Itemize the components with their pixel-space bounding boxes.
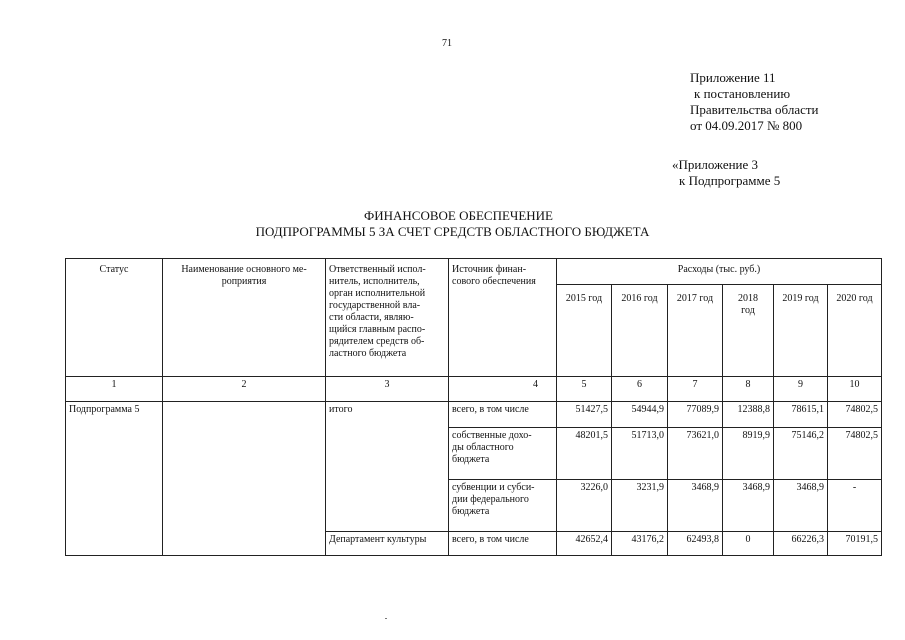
value-cell: 74802,5 <box>828 402 882 428</box>
source-cell: собственные дохо- ды областного бюджета <box>449 428 557 480</box>
value-cell: 73621,0 <box>668 428 723 480</box>
title-line: ФИНАНСОВОЕ ОБЕСПЕЧЕНИЕ <box>363 208 554 223</box>
quoted-appendix-line: к Подпрограмме 5 <box>679 173 781 188</box>
status-cell: Подпрограмма 5 <box>66 402 163 556</box>
appendix-line: от 04.09.2017 № 800 <box>690 118 803 133</box>
column-number: 9 <box>774 377 828 402</box>
header-year: 2019 год <box>774 285 828 377</box>
value-cell: 51713,0 <box>612 428 668 480</box>
column-number: 4 <box>449 377 557 402</box>
executor-cell: Департамент культуры <box>326 532 449 556</box>
value-cell: 75146,2 <box>774 428 828 480</box>
value-cell: 0 <box>723 532 774 556</box>
value-cell: 3468,9 <box>668 480 723 532</box>
executor-cell: итого <box>326 402 449 532</box>
title-line: ПОДПРОГРАММЫ 5 ЗА СЧЕТ СРЕДСТВ ОБЛАСТНОГО БЮДЖЕТА <box>255 224 650 239</box>
quoted-appendix-block <box>672 157 780 189</box>
document-title <box>0 208 905 240</box>
finance-table <box>65 258 882 556</box>
value-cell: 74802,5 <box>828 428 882 480</box>
column-number-row <box>66 377 882 402</box>
header-year: 2018 год <box>723 285 774 377</box>
header-year: 2016 год <box>612 285 668 377</box>
scan-speck <box>385 618 387 619</box>
appendix-line: к постановлению <box>694 86 791 101</box>
source-cell: субвенции и субси- дии федерального бюджета <box>449 480 557 532</box>
column-number: 2 <box>163 377 326 402</box>
value-cell: 8919,9 <box>723 428 774 480</box>
header-status: Статус <box>66 259 163 377</box>
value-cell: 3226,0 <box>557 480 612 532</box>
column-number: 6 <box>612 377 668 402</box>
value-cell: 70191,5 <box>828 532 882 556</box>
appendix-block <box>690 70 819 134</box>
header-expenses: Расходы (тыс. руб.) <box>557 259 882 285</box>
value-cell: 3468,9 <box>723 480 774 532</box>
header-year: 2015 год <box>557 285 612 377</box>
appendix-line: Приложение 11 <box>690 70 776 85</box>
value-cell: 62493,8 <box>668 532 723 556</box>
header-year: 2020 год <box>828 285 882 377</box>
value-cell: 66226,3 <box>774 532 828 556</box>
value-cell: 12388,8 <box>723 402 774 428</box>
value-cell: 78615,1 <box>774 402 828 428</box>
value-cell: 77089,9 <box>668 402 723 428</box>
table-row <box>66 402 882 428</box>
column-number: 7 <box>668 377 723 402</box>
value-cell: 3231,9 <box>612 480 668 532</box>
value-cell: 43176,2 <box>612 532 668 556</box>
header-activity: Наименование основного ме- роприятия <box>163 259 326 377</box>
quoted-appendix-line: «Приложение 3 <box>672 157 759 172</box>
column-number: 5 <box>557 377 612 402</box>
source-cell: всего, в том числе <box>449 532 557 556</box>
header-row <box>66 259 882 285</box>
source-cell: всего, в том числе <box>449 402 557 428</box>
page-number: 71 <box>442 38 452 49</box>
appendix-line: Правительства области <box>690 102 819 117</box>
header-executor: Ответственный испол- нитель, исполнитель, орган исполнительной государственной вла- сти области, являю- щийся главным распо- рядителем средств об- ластного бюджета <box>326 259 449 377</box>
activity-cell <box>163 402 326 556</box>
column-number: 10 <box>828 377 882 402</box>
header-year: 2017 год <box>668 285 723 377</box>
value-cell: 48201,5 <box>557 428 612 480</box>
value-cell: - <box>828 480 882 532</box>
column-number: 1 <box>66 377 163 402</box>
value-cell: 42652,4 <box>557 532 612 556</box>
column-number: 8 <box>723 377 774 402</box>
value-cell: 51427,5 <box>557 402 612 428</box>
value-cell: 3468,9 <box>774 480 828 532</box>
column-number: 3 <box>326 377 449 402</box>
header-source: Источник финан- сового обеспечения <box>449 259 557 377</box>
value-cell: 54944,9 <box>612 402 668 428</box>
